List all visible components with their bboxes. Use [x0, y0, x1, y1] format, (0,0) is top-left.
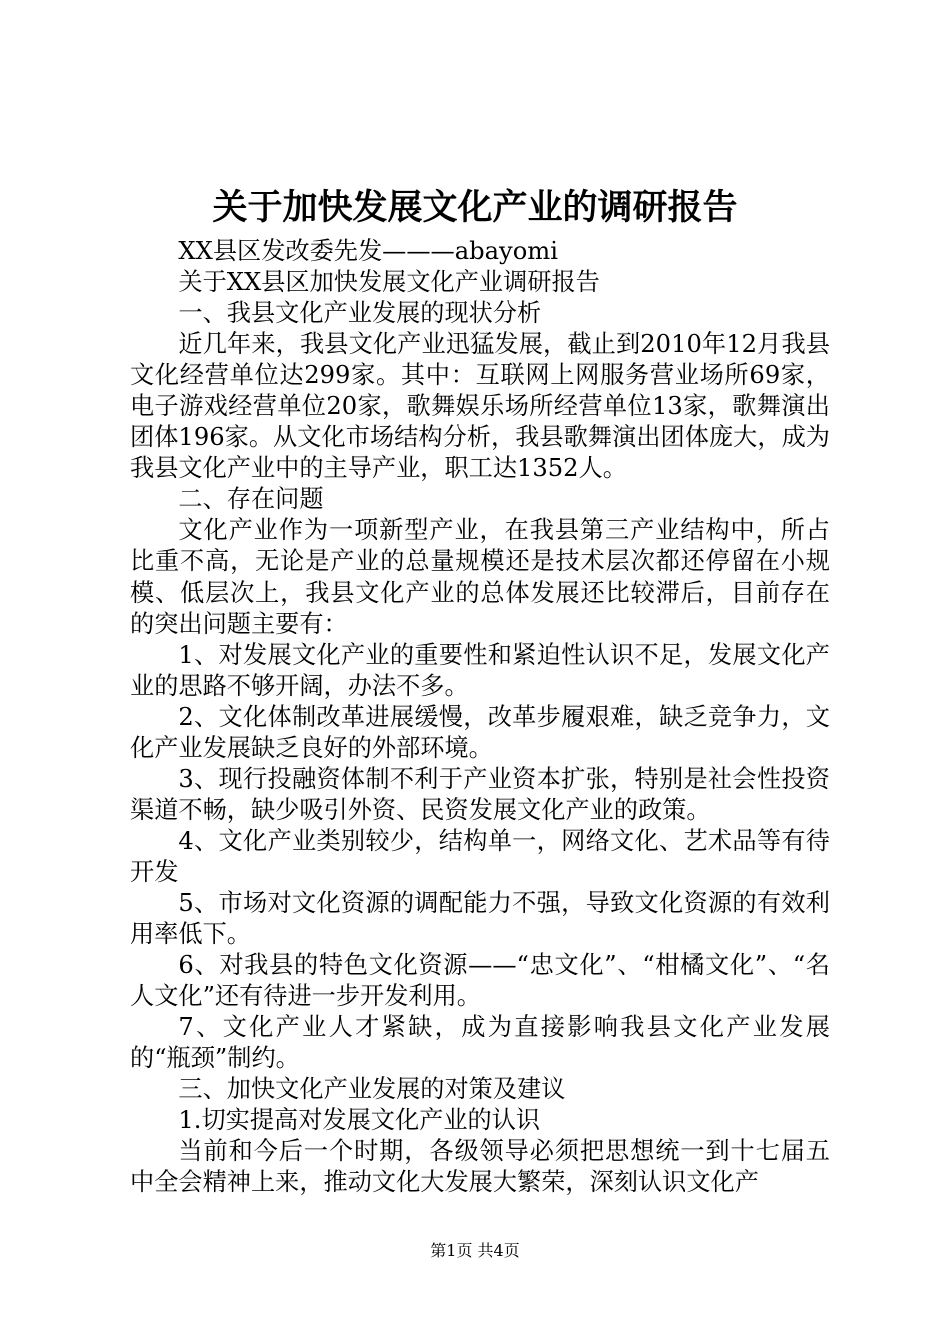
paragraph-problems-intro: 文化产业作为一项新型产业，在我县第三产业结构中，所占比重不高，无论是产业的总量规模还是技术层次都还停留在小规模、低层次上，我县文化产业的总体发展还比较滞后，目前存在的突出问题主要有：	[130, 516, 830, 638]
list-item-2: 2、文化体制改革进展缓慢，改革步履艰难，缺乏竞争力，文化产业发展缺乏良好的外部环境。	[130, 702, 830, 762]
paragraph-recommendation: 当前和今后一个时期，各级领导必须把思想统一到十七届五中全会精神上来，推动文化大发展大繁荣，深刻认识文化产	[130, 1137, 830, 1197]
author-line: XX县区发改委先发———abayomi	[178, 237, 558, 265]
page-number-footer: 第1页 共4页	[430, 1241, 520, 1260]
document-body	[130, 236, 830, 1198]
section-heading-2: 二、存在问题	[178, 485, 324, 514]
list-item-7: 7、文化产业人才紧缺，成为直接影响我县文化产业发展的“瓶颈”制约。	[130, 1013, 830, 1073]
section-heading-3: 三、加快文化产业发展的对策及建议	[178, 1075, 566, 1104]
list-item-3: 3、现行投融资体制不利于产业资本扩张，特别是社会性投资渠道不畅，缺少吸引外资、民资发展文化产业的政策。	[130, 764, 830, 824]
subheading-1: 1.切实提高对发展文化产业的认识	[178, 1106, 541, 1135]
list-item-4: 4、文化产业类别较少，结构单一，网络文化、艺术品等有待开发	[130, 826, 830, 886]
section-heading-1: 一、我县文化产业发展的现状分析	[178, 299, 542, 328]
list-item-6: 6、对我县的特色文化资源——“忠文化”、“柑橘文化”、“名人文化”还有待进一步开发利用。	[130, 951, 830, 1011]
list-item-5: 5、市场对文化资源的调配能力不强，导致文化资源的有效利用率低下。	[130, 888, 830, 949]
report-subtitle: 关于XX县区加快发展文化产业调研报告	[178, 268, 600, 297]
paragraph-status: 近几年来，我县文化产业迅猛发展，截止到2010年12月我县文化经营单位达299家。其中：互联网上网服务营业场所69家，电子游戏经营单位20家，歌舞娱乐场所经营单位13家，歌舞演出团体196家。从文化市场结构分析，我县歌舞演出团体庞大，成为我县文化产业中的主导产业，职工达1352人。	[130, 330, 830, 483]
document-title: 关于加快发展文化产业的调研报告	[212, 187, 738, 228]
list-item-1: 1、对发展文化产业的重要性和紧迫性认识不足，发展文化产业的思路不够开阔，办法不多。	[130, 640, 830, 700]
